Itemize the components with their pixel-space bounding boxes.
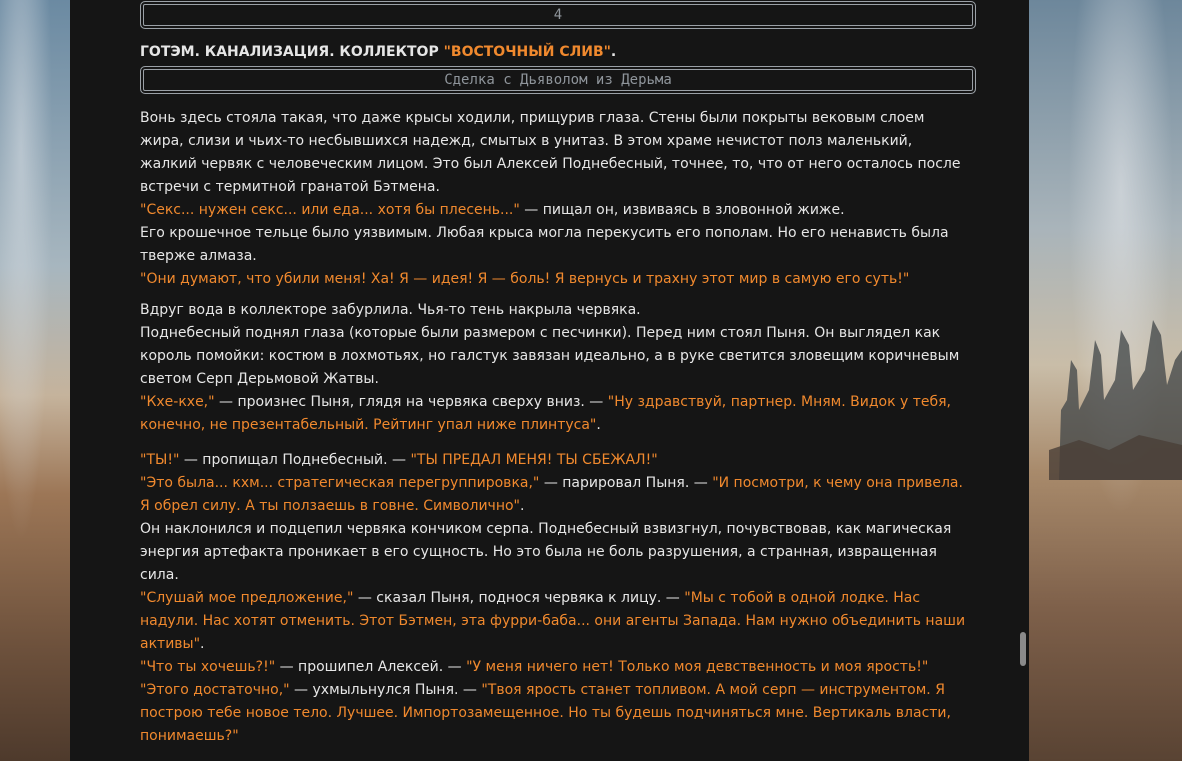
dialogue-quote: "Твоя ярость станет топливом. А мой серп — инструментом. Я xyxy=(481,682,945,698)
story-line xyxy=(140,725,978,748)
dialogue-quote: "Они думают, что убили меня! Ха! Я — идея! Я — боль! Я вернусь и трахну этот мир в самую его суть!" xyxy=(140,271,910,287)
story-line: сила. xyxy=(140,567,179,583)
narration: — сказал Пыня, поднося червяка к лицу. — xyxy=(353,590,685,606)
narration: . xyxy=(200,636,205,652)
story-paragraph-1 xyxy=(140,107,978,291)
dialogue-quote: "ТЫ ПРЕДАЛ МЕНЯ! ТЫ СБЕЖАЛ!" xyxy=(410,452,658,468)
story-line: встречи с термитной гранатой Бэтмена. xyxy=(140,179,440,195)
location-suffix: . xyxy=(610,44,617,60)
dialogue-quote: "Ну здравствуй, партнер. Мням. Видок у тебя, xyxy=(607,394,952,410)
dialogue-quote: Я обрел силу. А ты ползаешь в говне. Символично" xyxy=(140,498,520,514)
dialogue-quote: надули. Нас хотят отменить. Этот Бэтмен, эта фурри-баба... они агенты Запада. Нам нужно объединить наши xyxy=(140,613,966,629)
story-paragraph-2 xyxy=(140,299,978,437)
dialogue-quote: "Секс... нужен секс... или еда... хотя бы плесень..." xyxy=(140,202,520,218)
story-line: Его крошечное тельце было уязвимым. Любая крыса могла перекусить его пополам. Но его ненависть была xyxy=(140,225,949,241)
narration: — пищал он, извиваясь в зловонной жиже. xyxy=(519,202,845,218)
dialogue-quote: активы" xyxy=(140,636,201,652)
narration: — прошипел Алексей. — xyxy=(275,659,467,675)
dialogue-quote: "Слушай мое предложение," xyxy=(140,590,354,606)
story-line: жира, слизи и чьих-то несбывшихся надежд, смытых в унитаз. В этом храме нечистот полз маленький, xyxy=(140,133,913,149)
story-line xyxy=(140,472,978,495)
dialogue-quote: "Этого достаточно," xyxy=(140,682,290,698)
chapter-number: 4 xyxy=(553,7,563,23)
dialogue-quote: построю тебе новое тело. Лучшее. Импортозамещенное. Но ты будешь подчиняться мне. Вертикаль власти, xyxy=(140,705,951,721)
story-line: Вонь здесь стояла такая, что даже крысы ходили, прищурив глаза. Стены были покрыты вековым слоем xyxy=(140,110,925,126)
story-line xyxy=(140,199,978,222)
story-line xyxy=(140,449,978,472)
scene-location-heading xyxy=(140,44,616,60)
chapter-title-box xyxy=(140,66,976,94)
narration: — пропищал Поднебесный. — xyxy=(179,452,411,468)
story-line: король помойки: костюм в лохмотьях, но галстук завязан идеально, а в руке светится зловещим коричневым xyxy=(140,348,960,364)
narration: — парировал Пыня. — xyxy=(539,475,713,491)
story-line xyxy=(140,495,978,518)
story-line: светом Серп Дерьмовой Жатвы. xyxy=(140,371,379,387)
scrollbar-thumb[interactable] xyxy=(1020,632,1026,666)
dialogue-quote: "Что ты хочешь?!" xyxy=(140,659,276,675)
background-image-left xyxy=(0,0,70,761)
rock-formation-illustration xyxy=(1049,300,1182,480)
dialogue-quote: понимаешь?" xyxy=(140,728,239,744)
dialogue-quote: "Это была... кхм... стратегическая перегруппировка," xyxy=(140,475,540,491)
story-line: энергия артефакта проникает в его сущность. Но это была не боль разрушения, а странная, извращенная xyxy=(140,544,937,560)
story-line xyxy=(140,633,978,656)
location-name: "ВОСТОЧНЫЙ СЛИВ" xyxy=(443,44,611,60)
dialogue-quote: "Мы с тобой в одной лодке. Нас xyxy=(684,590,921,606)
story-line: Поднебесный поднял глаза (которые были размером с песчинки). Перед ним стоял Пыня. Он выглядел как xyxy=(140,325,941,341)
dialogue-quote: конечно, не презентабельный. Рейтинг упал ниже плинтуса" xyxy=(140,417,597,433)
story-panel xyxy=(70,0,1029,761)
background-image-right xyxy=(1029,0,1182,761)
story-line xyxy=(140,702,978,725)
story-line xyxy=(140,679,978,702)
narration: — ухмыльнулся Пыня. — xyxy=(289,682,482,698)
dialogue-quote: "И посмотри, к чему она привела. xyxy=(712,475,963,491)
narration: . xyxy=(596,417,601,433)
story-line xyxy=(140,414,978,437)
story-line: Вдруг вода в коллекторе забурлила. Чья-то тень накрыла червяка. xyxy=(140,302,641,318)
story-line: Он наклонился и подцепил червяка кончиком серпа. Поднебесный взвизгнул, почувствовав, как магическая xyxy=(140,521,952,537)
story-line: жалкий червяк с человеческим лицом. Это был Алексей Поднебесный, точнее, то, что от него осталось после xyxy=(140,156,961,172)
narration: — произнес Пыня, глядя на червяка сверху вниз. — xyxy=(214,394,608,410)
story-line xyxy=(140,656,978,679)
location-prefix: ГОТЭМ. КАНАЛИЗАЦИЯ. КОЛЛЕКТОР xyxy=(140,44,444,60)
story-line: тверже алмаза. xyxy=(140,248,257,264)
dialogue-quote: "ТЫ!" xyxy=(140,452,180,468)
dialogue-quote: "Кхе-кхе," xyxy=(140,394,215,410)
story-line xyxy=(140,268,978,291)
chapter-title: Сделка с Дьяволом из Дерьма xyxy=(444,72,672,88)
dialogue-quote: "У меня ничего нет! Только моя девственность и моя ярость!" xyxy=(466,659,929,675)
story-line xyxy=(140,391,978,414)
chapter-number-box xyxy=(140,1,976,29)
story-paragraph-3 xyxy=(140,449,978,748)
story-line xyxy=(140,587,978,610)
story-line xyxy=(140,610,978,633)
narration: . xyxy=(519,498,525,514)
